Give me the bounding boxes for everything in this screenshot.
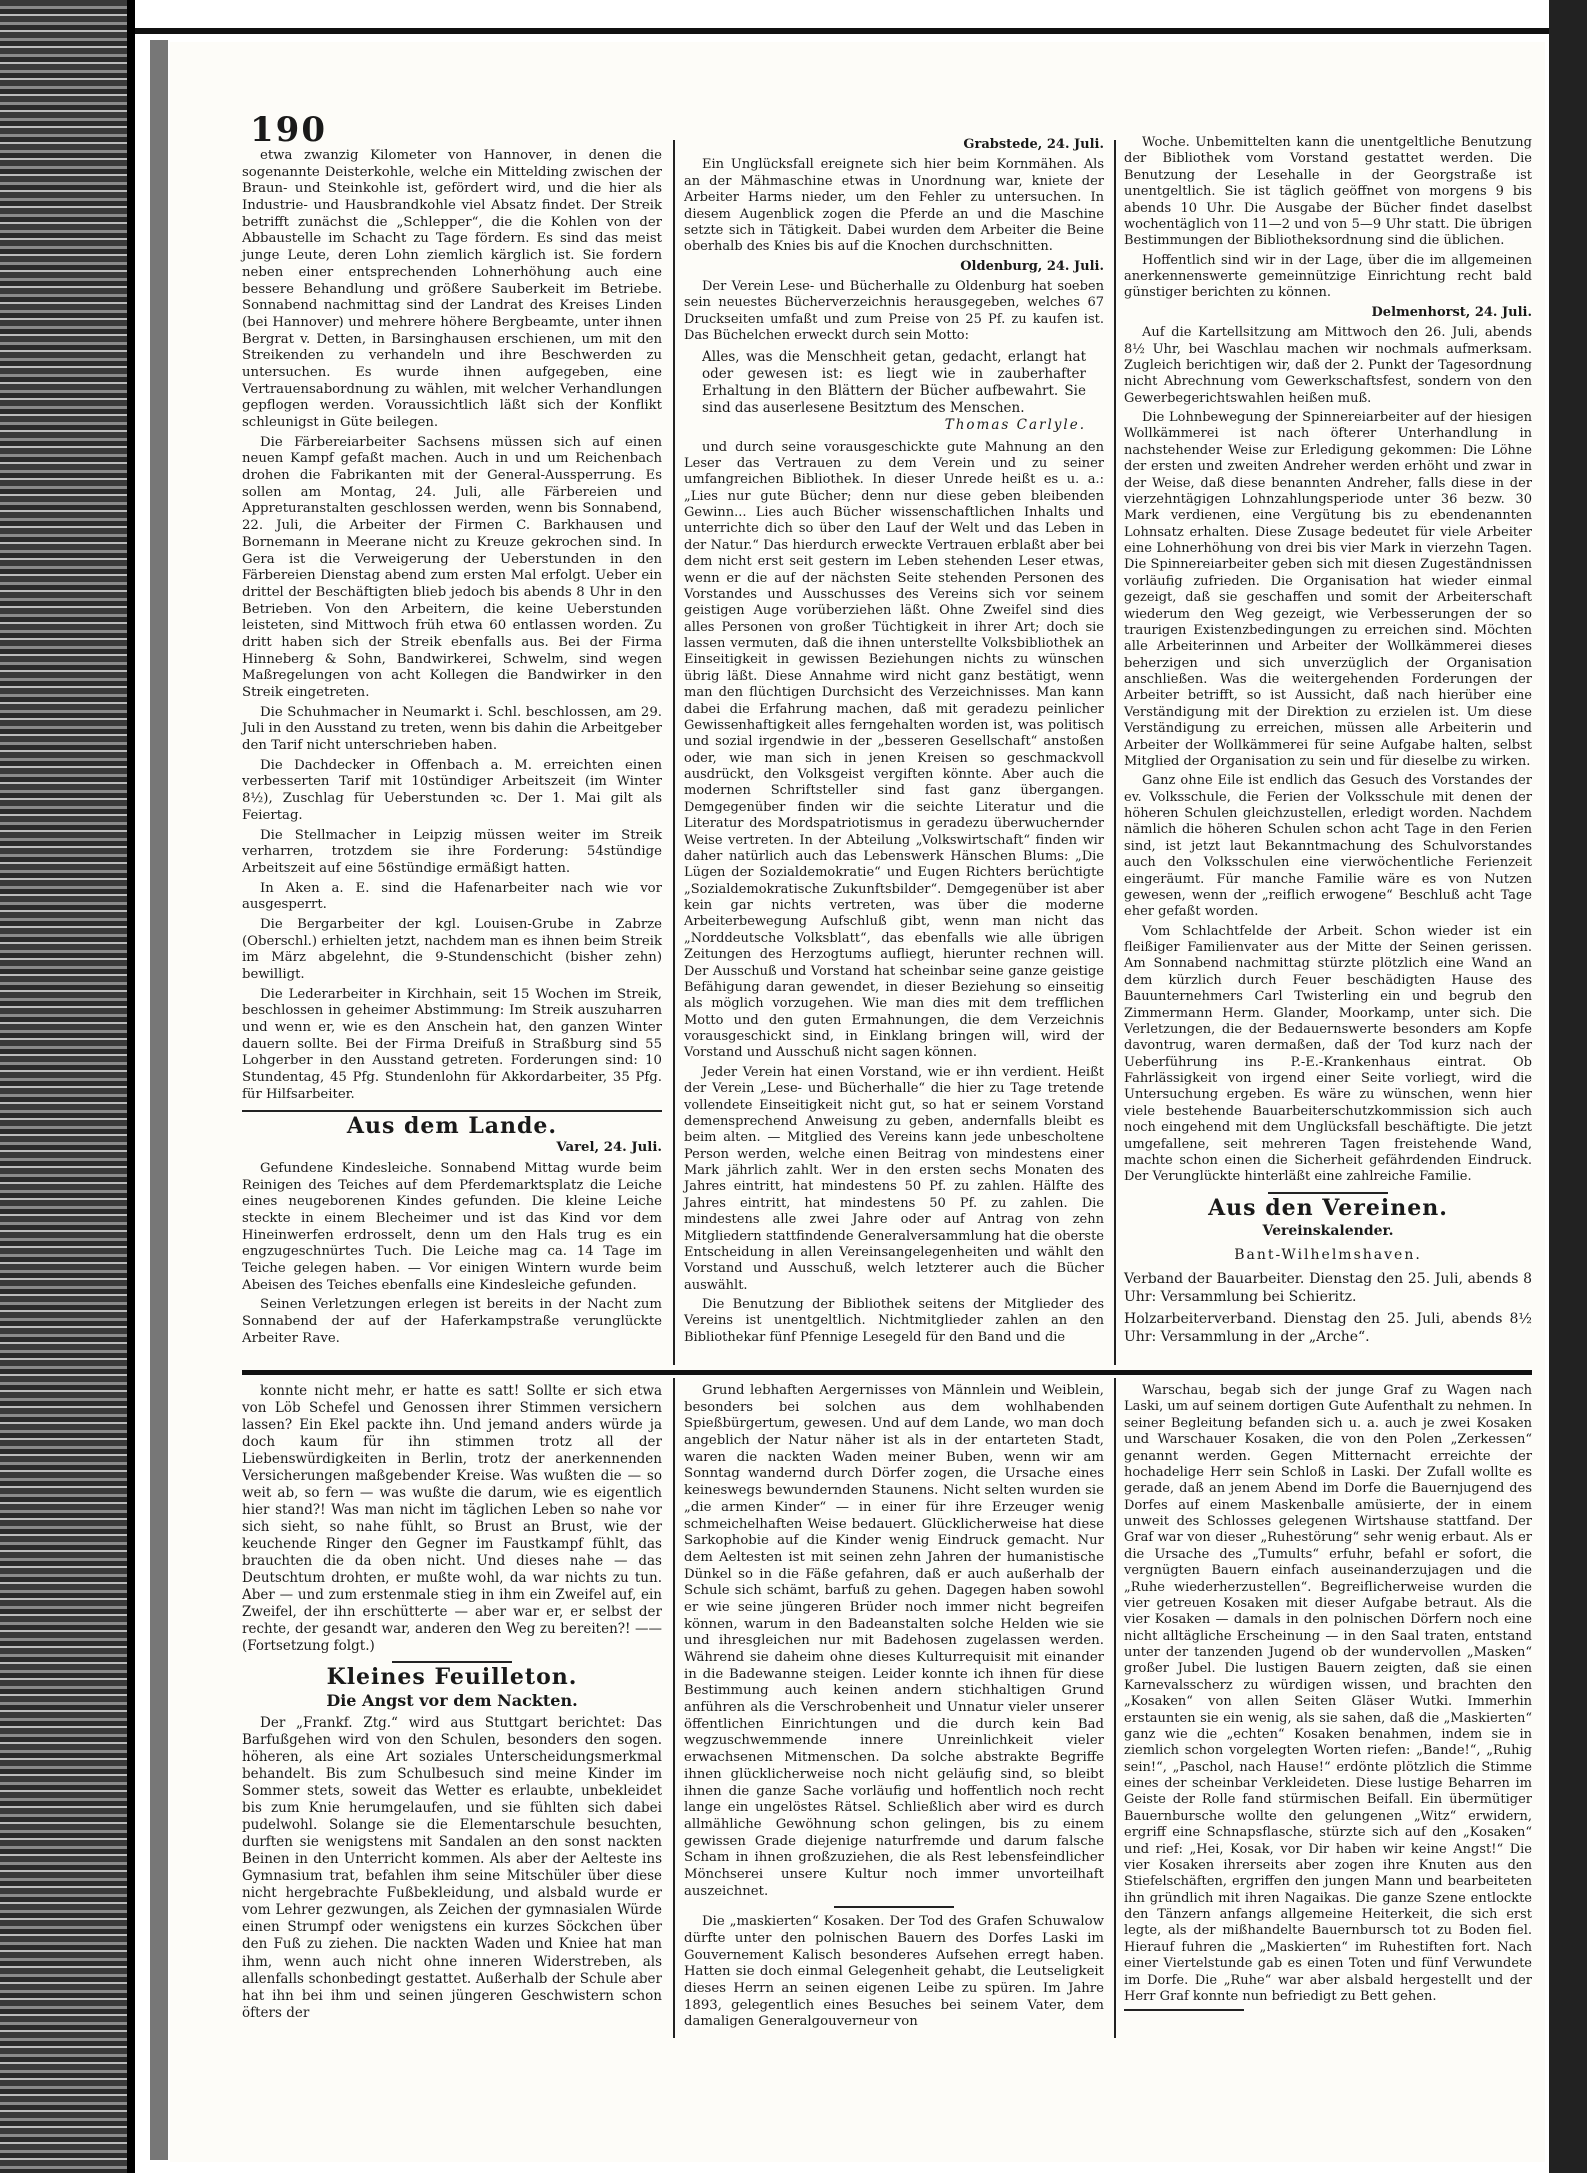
paragraph: Warschau, begab sich der junge Graf zu Wagen nach Laski, um auf seinem dortigen Gute Aufenthalt zu nehmen. In seiner Begleitung befanden sich u. a. auch je zwei Kosaken und Warschauer Kosaken, die von den Polen „Zerkessen“ genannt werden. Gegen Mitternacht erreichte der hochadelige Herr sein Schloß in Laski. Der Zufall wollte es gerade, daß an jenem Abend im Dorfe die Bauernjugend des Dorfes auf einem Maskenballe amüsierte, der in einem unweit des Schlosses gelegenen Wirtshause stattfand. Der Graf war von dieser „Ruhestörung“ sehr wenig erbaut. Als er die Ursache des „Tumults“ erfuhr, befahl er sofort, die vergnügten Bauern einfach auseinanderzujagen und die „Ruhe wiederherzustellen“. Begreiflicherweise wurden die vier getreuen Kosaken mit dieser Aufgabe betraut. Als die vier Kosaken — damals in den polnischen Dörfern noch eine nicht alltägliche Erscheinung — in den Saal traten, entstand unter der tanzenden Jugend ob der wundervollen „Masken“ großer Jubel. Die lustigen Bauern zeigten, daß sie einen Karnevalsscherz zu würdigen wissen, und brachten den „Kosaken“ von allen Seiten Gläser Wutki. Immerhin erstaunten sie ein wenig, als sie sahen, daß die „Maskierten“ ganz wie die „echten“ Kosaken benahmen, indem sie in ziemlich schon vorgelegten Worten riefen: „Bande!“, „Ruhig sein!“, „Paschol, nach Hause!“ erdönte plötzlich die Stimme eines der scheinbar Verkleideten. Diese lustige Beharren im Geiste der Rolle fand stürmischen Beifall. Ein übermütiger Bauernbursche wollte den gelungenen „Witz“ erwidern, ergriff eine Schnapsflasche, stürzte sich auf den „Kosaken“ und rief: „Hei, Kosak, vor Dir haben wir keine Angst!“ Die vier Kosaken ihrerseits aber zogen ihre Knuten aus den Stiefelschäften, ergriffen den jungen Mann und bearbeiteten ihn gründlich mit ihren Nagaikas. Die ganze Szene entlockte den Tänzern anfangs allgemeine Heiterkeit, die sich erst legte, als der mißhandelte Bauernbursch tot zu Boden fiel. Hierauf fuhren die „Maskierten“ im Ruhestiften fort. Nach einer Viertelstunde gab es einen Toten und fünf Verwundete im Dorfe. Die „Ruhe“ war aber alsbald hergestellt und der Herr Graf konnte nun befriedigt zu Bett gehen. [1124, 1383, 1532, 2004]
bottom-column-1 [242, 1383, 662, 2025]
bottom-column-3 [1124, 1383, 1532, 2011]
paragraph: Die Benutzung der Bibliothek seitens der Mitglieder des Vereins ist unentgeltlich. Nichtmitglieder zahlen an den Bibliothekar fünf Pfennige Lesegeld für den Band und die [684, 1297, 1104, 1345]
quote-author: Thomas Carlyle. [944, 416, 1086, 433]
top-column-1 [242, 148, 662, 1350]
section-title-vereine: Aus den Vereinen. [1208, 1194, 1448, 1221]
paragraph: Ein Unglücksfall ereignete sich hier beim Kornmähen. Als an der Mähmaschine etwas in Unordnung war, kniete der Arbeiter Harms nieder, um den Fehler zu untersuchen. In diesem Augenblick zogen die Pferde an und die Maschine setzte sich in Tätigkeit. Dabei wurden dem Arbeiter die Beine oberhalb des Knies bis auf die Knochen durchschnitten. [684, 157, 1104, 255]
page-number: 190 [250, 110, 327, 150]
column-rule [1114, 1378, 1116, 2038]
paragraph: Die Dachdecker in Offenbach a. M. erreichten einen verbesserten Tarif mit 10stündiger Arbeitszeit (im Winter 8½), Zuschlag für Ueberstunden ꝛc. Der 1. Mai gilt als Feiertag. [242, 757, 662, 823]
top-edge [135, 28, 1587, 34]
top-column-2 [684, 135, 1104, 1349]
feuilleton-divider [242, 1370, 1532, 1375]
bottom-column-2 [684, 1383, 1104, 2034]
motto-quote [702, 349, 1086, 434]
paragraph: Ganz ohne Eile ist endlich das Gesuch des Vorstandes der ev. Volksschule, die Ferien der Volksschule mit denen der höheren Schulen gleichzustellen, erledigt worden. Nachdem nämlich die höheren Schulen schon acht Tage in den Ferien sind, ist jetzt laut Bekanntmachung des Schulvorstandes auch den Volksschulen eine vierwöchentliche Ferienzeit eingeräumt. Für manche Familie wäre es von Nutzen gewesen, wenn der „reiflich erwogene“ Beschluß acht Tage eher gefaßt worden. [1124, 773, 1532, 920]
section-divider [1268, 1192, 1388, 1194]
top-column-3 [1124, 135, 1532, 1350]
paragraph: Der „Frankf. Ztg.“ wird aus Stuttgart berichtet: Das Barfußgehen wird von den Schulen, besonders den sogen. höheren, als eine Art soziales Unterscheidungsmerkmal behandelt. Bis zum Schulbesuch sind meine Kinder im Sommer stets, soweit das Wetter es erlaubte, unbekleidet bis zum Knie herumgelaufen, und sie fühlten sich dabei pudelwohl. Solange sie die Elementarschule besuchten, durften sie wenigstens mit Sandalen an den sonst nackten Beinen in den Unterricht kommen. Als aber der Aelteste ins Gymnasium trat, befahlen ihm seine Mitschüler über diese nicht hergebrachte Fußbekleidung, und alsbald wurde er vom Lehrer gezwungen, als Zeichen der gymnasialen Würde einen Strumpf oder wenigstens ein kurzes Söckchen über den Fuß zu ziehen. Die nackten Waden und Kniee hat man ihm, wenn auch nicht ohne inneren Widerstreben, als allenfalls schonbedingt gestattet. Außerhalb der Schule aber hat ihn bei ihm und seinen jüngeren Geschwistern schon öfters der [242, 1715, 662, 2021]
column-rule [1114, 140, 1116, 1365]
paragraph: konnte nicht mehr, er hatte es satt! Sollte er sich etwa von Löb Schefel und Genossen ihrer Stimmen versichern lassen? Ein Ekel packte ihn. Und jemand anders würde ja doch kaum für ihn stimmen trotz all der Liebenswürdigkeiten in Berlin, trotz der anerkennenden Versicherungen maßgebender Kreise. Was wußten die — so weit ab, so fern — was wußte die darum, wie es eigentlich hier stand?! Was man nicht im täglichen Leben so nahe vor sich sieht, so nahe fühlt, so Brust an Brust, wie der keuchende Ringer den Gegner im Faustkampf fühlt, das brauchten die da oben nicht. Und dieses nahe — das Deutschtum drohten, er mußte wohl, da war nichts zu tun. Aber — und zum erstenmale stieg in ihm ein Zweifel auf, ein Zweifel, der ihn erschütterte — aber war er, er selbst der rechte, der gesandt war, anderen den Weg zu bereiten?! —— (Fortsetzung folgt.) [242, 1383, 662, 1655]
paragraph: Der Verein Lese- und Bücherhalle zu Oldenburg hat soeben sein neuestes Bücherverzeichnis herausgegeben, welches 67 Druckseiten umfaßt und zum Preise von 25 Pf. zu kaufen ist. Das Büchelchen erweckt durch sein Motto: [684, 279, 1104, 344]
paragraph: Seinen Verletzungen erlegen ist bereits in der Nacht zum Sonnabend der auf der Haferkampstraße verunglückte Arbeiter Rave. [242, 1297, 662, 1346]
column-rule [673, 140, 675, 1365]
divider [392, 1661, 512, 1663]
paragraph: Gefundene Kindesleiche. Sonnabend Mittag wurde beim Reinigen des Teiches auf dem Pferdemarktsplatz die Leiche eines neugeborenen Kindes gefunden. Die kleine Leiche steckte in einem Blecheimer und ist das Kind vor dem Hineinwerfen erdrosselt, denn um den Hals trug es ein engzugeschnürtes Tuch. Die Leiche mag ca. 14 Tage im Teiche gelegen haben. — Vor einigen Wintern wurde beim Abeisen des Teiches ebenfalls eine Kindesleiche gefunden. [242, 1160, 662, 1293]
quote-text: Alles, was die Menschheit getan, gedacht, erlangt hat oder gewesen ist: es liegt wie in zauberhafter Erhaltung in den Blättern der Bücher aufbewahrt. Sie sind das auserlesene Besitztum des Menschen. [702, 348, 1086, 416]
dateline-delmenhorst: Delmenhorst, 24. Juli. [1371, 304, 1532, 320]
section-title-lande: Aus dem Lande. [346, 1112, 558, 1139]
feuilleton-title: Kleines Feuilleton. [326, 1664, 578, 1691]
divider [834, 1906, 954, 1908]
paragraph: und durch seine vorausgeschickte gute Mahnung an den Leser das Vertrauen zu dem Verein und zu seiner umfangreichen Bibliothek. In dieser Unrede heißt es u. a.: „Lies nur gute Bücher; denn nur diese geben bleibenden Gewinn... Lies auch Bücher wissenschaftlichen Inhalts und unterrichte dich so über den Lauf der Welt und das Leben in der Natur.“ Das hierdurch erweckte Vertrauen erblaßt aber bei dem nicht erst seit gestern im Leben stehenden Leser etwas, wenn er die auf der nächsten Seite stehenden Personen des Vorstandes und Ausschusses des Vereins sich vor seinem geistigen Auge vorüberziehen läßt. Ohne Zweifel sind dies alles Personen von großer Tüchtigkeit in ihrer Art; doch sie lassen vermuten, daß die ihnen unterstellte Volksbibliothek an Einseitigkeit in gewissen Beziehungen nichts zu wünschen übrig läßt. Diese Annahme wird nicht ganz bestätigt, wenn man den flüchtigen Durchsicht des Verzeichnisses. Man kann dabei die Erfahrung machen, daß mit geradezu peinlicher Gewissenhaftigkeit alles ferngehalten worden ist, was politisch und sozial irgendwie in der „besseren Gesellschaft“ anstoßen oder, wie man sich in jenen Kreisen so geschmackvoll ausdrückt, den Volksgeist vergiften könnte. Aber auch die modernen Schriftsteller sind fast ganz übergangen. Demgegenüber finden wir die seichte Literatur und die Literatur des Mordspatriotismus in geradezu überwuchernder Weise vertreten. In der Abteilung „Volkswirtschaft“ finden wir daher natürlich auch das Lebenswerk Hänschen Blums: „Die Lügen der Sozialdemokratie“ und Eugen Richters berüchtigte „Sozialdemokratische Zukunftsbilder“. Demgegenüber ist aber kein gar nichts vertreten, was über die moderne Arbeiterbewegung Aufschluß gibt, wenn man nicht das „Norddeutsche Volksblatt“, das ebenfalls wie alle übrigen Zeitungen des Herzogtums aufliegt, hierunter rechnen will. Der Ausschuß und Vorstand hat scheinbar seine ganze geistige Befähigung daran gewendet, in dieser Beziehung so einseitig als möglich vorzugehen. Wie man dies mit dem trefflichen Motto und den guten Ermahnungen, die dem Verzeichnis vorausgeschickt sind, in Einklang bringen will, wird der Vorstand und Ausschuß nicht sagen können. [684, 439, 1104, 1061]
paragraph: Die Bergarbeiter der kgl. Louisen-Grube in Zabrze (Oberschl.) erhielten jetzt, nachdem man es ihnen beim Streik im März abgelehnt, die 9-Stundenschicht (bisher zehn) bewilligt. [242, 916, 662, 982]
paragraph: Die Schuhmacher in Neumarkt i. Schl. beschlossen, am 29. Juli in den Ausstand zu treten, wenn bis dahin die Arbeitgeber den Tarif nicht unterschrieben haben. [242, 704, 662, 754]
paragraph: Die Stellmacher in Leipzig müssen weiter im Streik verharren, trotzdem sie ihre Forderung: 54stündige Arbeitszeit auf eine 56stündige ermäßigt hatten. [242, 827, 662, 876]
page-gutter [150, 40, 168, 2160]
calendar-entry: Verband der Bauarbeiter. Dienstag den 25. Juli, abends 8 Uhr: Versammlung bei Schieritz. [1124, 1271, 1532, 1305]
book-binding-edge [0, 0, 135, 2173]
paragraph: In Aken a. E. sind die Hafenarbeiter nach wie vor ausgesperrt. [242, 880, 662, 913]
paragraph: Vom Schlachtfelde der Arbeit. Schon wieder ist ein fleißiger Familienvater aus der Mitte der Seinen gerissen. Am Sonnabend nachmittag stürzte plötzlich eine Wand an dem kürzlich durch Feuer beschädigten Hause des Bauunternehmers Carl Twisterling ein und begrub den Zimmermann Herm. Glander, Moorkamp, unter sich. Die Verletzungen, die der Bedauernswerte besonders am Kopfe davontrug, waren dermaßen, daß der Tod kurz nach der Ueberführung ins P.-E.-Krankenhaus eintrat. Ob Fahrlässigkeit von irgend einer Seite vorliegt, wird die Untersuchung ergeben. Es wäre zu wünschen, wenn hier viele bestehende Bauarbeiterschutzkommission sich auch noch eingehend mit dem Unglücksfall beschäftigte. Die jetzt umgefallene, seit mehreren Tagen freistehende Wand, machte schon einen die Sicherheit gefährdenden Eindruck. Der Verunglückte hinterläßt eine zahlreiche Familie. [1124, 923, 1532, 1185]
dateline-oldenburg: Oldenburg, 24. Juli. [960, 258, 1104, 274]
paragraph: etwa zwanzig Kilometer von Hannover, in denen die sogenannte Deisterkohle, welche ein Mittelding zwischen der Braun- und Steinkohle ist, gefördert wird, und die hier als Industrie- und Hausbrandkohle viel Absatz findet. Der Streik betrifft zunächst die „Schlepper“, die die Kohlen von der Abbaustelle im Schacht zu Tage fördern. Es sind das meist junge Leute, deren Lohn ziemlich kärglich ist. Sie fordern neben einer entsprechenden Lohnerhöhung auch eine bessere Behandlung und größere Sauberkeit im Betriebe. Sonnabend nachmittag sind der Landrat des Kreises Linden (bei Hannover) und mehrere höhere Bergbeamte, unter ihnen Bergrat v. Detten, in Barsinghausen erschienen, um mit den Streikenden zu verhandeln und ihre Beschwerden zu untersuchen. Es wurde ihnen aufgegeben, eine Vertrauensabordnung zu wählen, mit welcher Verhandlungen gepflogen werden. Voraussichtlich läßt sich der Konflikt schleunigst in Güte beilegen. [242, 148, 662, 430]
paragraph: Auf die Kartellsitzung am Mittwoch den 26. Juli, abends 8½ Uhr, bei Waschlau machen wir nochmals aufmerksam. Zugleich berichtigen wir, daß der 2. Punkt der Tagesordnung nicht Abrechnung vom Gewerkschaftsfest, sondern von den Gewerbegerichtswahlen heißen muß. [1124, 325, 1532, 406]
paragraph: Jeder Verein hat einen Vorstand, wie er ihn verdient. Heißt der Verein „Lese- und Bücherhalle“ die hier zu Tage tretende vollendete Einseitigkeit nicht gut, so hat er seinem Vorstand demensprechend Anweisung zu geben, andernfalls bleibt es beim alten. — Mitglied des Vereins kann jede unbescholtene Person werden, welche einen Beitrag von mindestens einer Mark jährlich zahlt. Wer in den ersten sechs Monaten des Jahres eintritt, hat mindestens 50 Pf. zu zahlen. Hälfte des Jahres eintritt, hat mindestens 50 Pf. zu zahlen. Die mindestens alle zwei Jahre oder auf Antrag von zehn Mitgliedern stattfindende Generalversammlung hat die oberste Entscheidung in allen Vereinsangelegenheiten und wählt den Vorstand und Ausschuß, welch letzterer auch die Bücher auswählt. [684, 1064, 1104, 1293]
calendar-entry: Holzarbeiterverband. Dienstag den 25. Juli, abends 8½ Uhr: Versammlung in der „Arche“. [1124, 1311, 1532, 1345]
dateline-varel: Varel, 24. Juli. [556, 1140, 662, 1156]
paragraph: Die Lohnbewegung der Spinnereiarbeiter auf der hiesigen Wollkämmerei ist nach öfterer Unterhandlung in nachstehender Weise zur Erledigung gekommen: Die Löhne der ersten und zweiten Andreher werden erhöht und zwar in der Weise, daß diese benannten Andreher, falls diese in der vierzehntägigen Lohnzahlungsperiode unter 36 bezw. 30 Mark verdienen, eine Vergütung bis zu ebendenannten Lohnsatz erhalten. Diese Zusage bedeutet für viele Arbeiter eine Lohnerhöhung von drei bis vier Mark in vierzehn Tagen. Die Spinnereiarbeiter geben sich mit diesen Zugeständnissen vorläufig zufrieden. Die Organisation hat wieder einmal gezeigt, daß sie geschaffen und somit der Arbeiterschaft wiederum den Weg gezeigt, wie Verbesserungen der so traurigen Existenzbedingungen zu erreichen sind. Möchten alle Arbeiterinnen und Arbeiter der Wollkämmerei dieses beherzigen und sich unverzüglich der Organisation anschließen. Was die weitergehenden Forderungen der Arbeiter betrifft, so ist Aussicht, daß nach hierüber eine Verständigung mit der Direktion zu erzielen ist. Um diese Verständigung zu erreichen, müssen alle Arbeiterin und Arbeiter der Wollkämmerei für seine Aufgabe halten, selbst Mitglied der Organisation zu sein und für dieselbe zu wirken. [1124, 410, 1532, 769]
column-rule [673, 1378, 675, 2038]
dateline-grabstede: Grabstede, 24. Juli. [963, 137, 1104, 152]
section-divider [242, 1110, 662, 1112]
paragraph: Die Färbereiarbeiter Sachsens müssen sich auf einen neuen Kampf gefaßt machen. Auch in und um Reichenbach drohen die Fabrikanten mit der General-Aussperrung. Es sollen am Montag, 24. Juli, alle Färbereien und Appreturanstalten geschlossen werden, wenn bis Sonnabend, 22. Juli, die Arbeiter der Firmen C. Barkhausen und Bornemann in Meerane nicht zu Kreuze gekrochen sind. In Gera ist die Verweigerung der Ueberstunden in den Färbereien Dienstag abend zum ersten Mal erfolgt. Ueber ein drittel der Beschäftigten blieb jedoch bis abends 8 Uhr in den Betrieben. Von den Arbeitern, die keine Ueberstunden leisteten, sind Mittwoch früh etwa 60 entlassen worden. Zu dritt haben sich der Streik ebenfalls aus. Bei der Firma Hinneberg & Sohn, Bandwirkerei, Schwelm, sind wegen Maßregelungen von acht Kollegen die Bandwirker in den Streik eingetreten. [242, 434, 662, 700]
right-edge [1549, 0, 1587, 2173]
paragraph: Die Lederarbeiter in Kirchhain, seit 15 Wochen im Streik, beschlossen in geheimer Abstimmung: Im Streik auszuharren und wenn er, wie es den Anschein hat, den ganzen Winter dauern sollte. Bei der Firma Dreifuß in Straßburg sind 55 Lohgerber in den Ausstand getreten. Forderungen sind: 10 Stundentag, 45 Pfg. Stundenlohn für Akkordarbeiter, 35 Pfg. für Hilfsarbeiter. [242, 986, 662, 1102]
paragraph: Grund lebhaften Aergernisses von Männlein und Weiblein, besonders bei solchen aus dem wohlhabenden Spießbürgertum, gewesen. Und auf dem Lande, wo man doch angeblich der Natur näher ist als in der entarteten Stadt, waren die nackten Waden meiner Buben, wenn wir am Sonntag wandernd durch Dörfer zogen, die Ursache eines keineswegs bewundernden Staunens. Nicht selten wurden sie „die armen Kinder“ — in einer für ihre Erzeuger wenig schmeichelhaften Weise bedauert. Glücklicherweise hat diese Sarkophobie auf die Kinder wenig Eindruck gemacht. Nur dem Aeltesten ist mit seinen zehn Jahren der humanistische Dünkel so in die Fäße gefahren, daß er auch außerhalb der Schule sich schämt, barfuß zu gehen. Dagegen haben sowohl er wie seine jüngeren Brüder noch immer nicht begreifen können, warum in den Badeanstalten solche Helden wie sie und ihresgleichen nur mit Badehosen zugelassen werden. Während sie daheim ohne dieses Kulturrequisit mit einander in die Badewanne steigen. Leider konnte ich ihnen für diese Bestimmung auch keinen andern stichhaltigen Grund anführen als die Verschrobenheit und Unnatur vieler unserer öffentlichen Einrichtungen und die durch kein Bad wegzuschwemmende innere Unreinlichkeit vieler erwachsenen Mitmenschen. Da solche abstrakte Begriffe ihnen glücklicherweise noch nicht geläufig sind, so bleibt ihnen die ganze Sache vorläufig und hoffentlich noch recht lange ein ungelöstes Rätsel. Schließlich aber wird es durch allmähliche Gewöhnung schon gelingen, bis zu einem gewissen Grade diejenige naturfremde und darum falsche Scham in ihnen großzuziehen, die als Rest lebensfeindlicher Mönchserei unsere Kultur noch immer unvorteilhaft auszeichnet. [684, 1383, 1104, 1899]
vereinskalender-title: Vereinskalender. [1262, 1223, 1394, 1239]
feuilleton-subtitle: Die Angst vor dem Nackten. [326, 1691, 578, 1711]
paragraph: Hoffentlich sind wir in der Lage, über die im allgemeinen anerkennenswerte gemeinnützige Einrichtung recht bald günstiger berichten zu können. [1124, 252, 1532, 301]
kalender-place: Bant-Wilhelmshaven. [1234, 1247, 1422, 1263]
paragraph: Woche. Unbemittelten kann die unentgeltliche Benutzung der Bibliothek vom Vorstand gestattet werden. Die Benutzung der Lesehalle in der Georgstraße ist unentgeltlich. Sie ist täglich geöffnet von morgens 9 bis abends 10 Uhr. Die Ausgabe der Bücher findet daselbst wochentäglich von 11—2 und von 5—9 Uhr statt. Die übrigen Bestimmungen der Bibliotheksordnung sind die üblichen. [1124, 135, 1532, 249]
paragraph: Die „maskierten“ Kosaken. Der Tod des Grafen Schuwalow dürfte unter den polnischen Bauern des Dorfes Laski im Gouvernement Kalisch besonderes Aufsehen erregt haben. Hatten sie doch einmal Gelegenheit gehabt, die Leutseligkeit dieses Herrn an seinen eigenen Leibe zu spüren. Im Jahre 1893, gelegentlich eines Besuches bei seinem Vater, dem damaligen Generalgouverneur von [684, 1914, 1104, 2030]
end-rule [1124, 2009, 1244, 2011]
